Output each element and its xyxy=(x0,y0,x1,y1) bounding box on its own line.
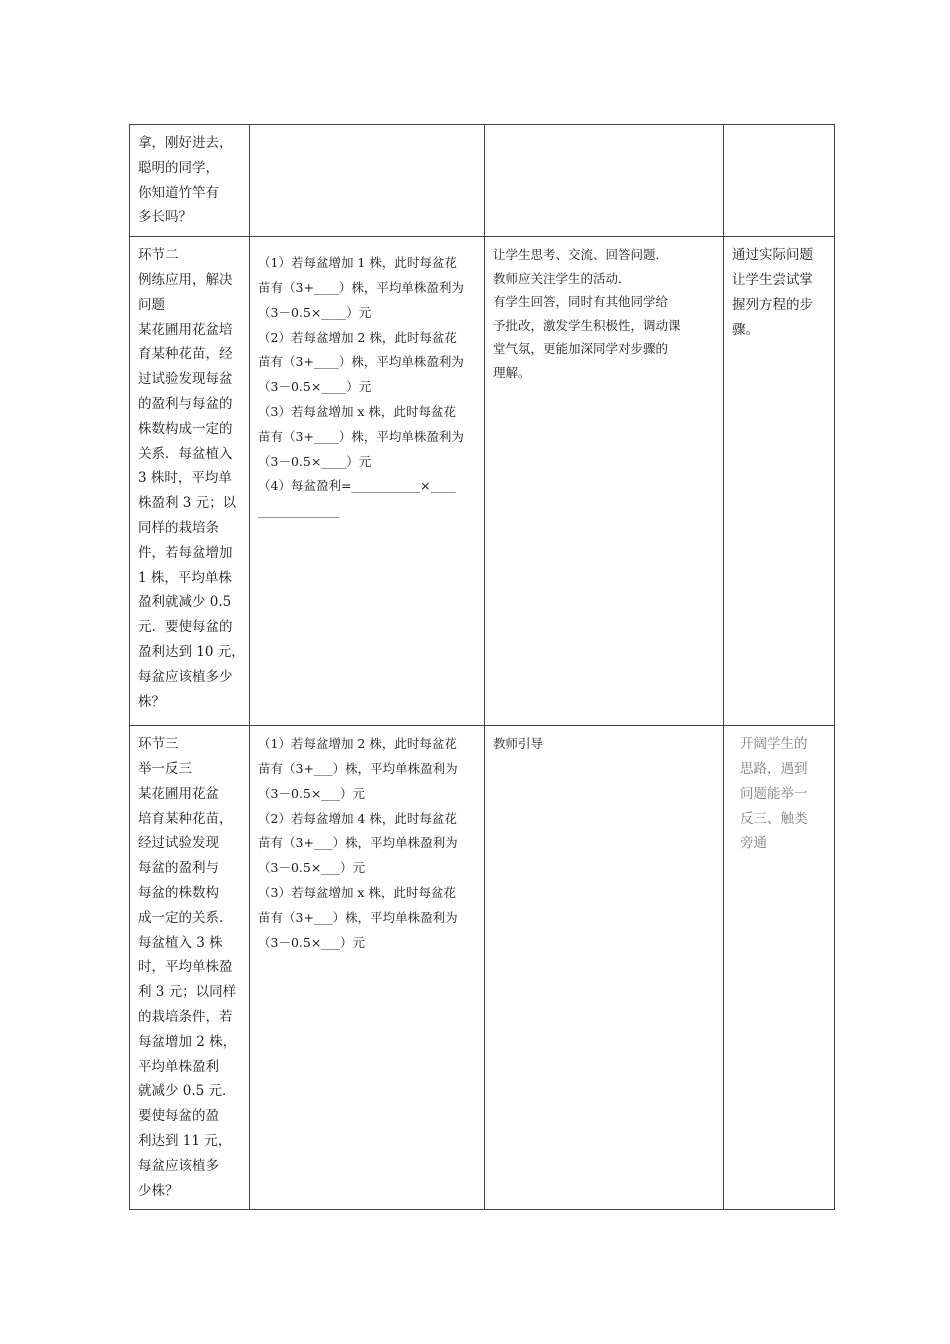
text-line: （3－0.5×____）元 xyxy=(258,304,372,320)
teacher-student-cell xyxy=(485,726,724,1210)
text-line: （3）若每盆增加 x 株，此时每盆花 xyxy=(258,403,456,419)
text-line: 关系．每盆植入 xyxy=(138,445,233,462)
table-row xyxy=(130,726,835,1210)
text-line: 元．要使每盆的 xyxy=(138,619,233,636)
text-line: 盈利就减少 0.5 xyxy=(138,594,232,611)
text-line: （1）若每盆增加 1 株，此时每盆花 xyxy=(258,255,457,271)
segment-cell xyxy=(130,237,250,726)
text-line: 环节二 xyxy=(138,247,179,264)
text-line: 让学生尝试掌 xyxy=(732,271,813,288)
text-line: 思路，遇到 xyxy=(740,760,808,777)
text-line: 例练应用，解决 xyxy=(138,271,233,288)
text-line: 每盆应该植多少 xyxy=(138,668,233,685)
activity-cell xyxy=(250,125,485,237)
text-line: 通过实际问题 xyxy=(732,247,813,264)
text-line: 苗有（3+___）株，平均单株盈利为 xyxy=(258,760,458,776)
text-line: 苗有（3+____）株，平均单株盈利为 xyxy=(258,279,464,295)
text-line: 多长吗？ xyxy=(138,209,192,226)
text-line: （2）若每盆增加 2 株，此时每盆花 xyxy=(258,329,457,345)
text-line: 同样的栽培条 xyxy=(138,519,219,536)
text-line: 利 3 元；以同样 xyxy=(138,984,237,1001)
text-line: 要使每盆的盈 xyxy=(138,1108,219,1125)
text-line: 举一反三 xyxy=(138,760,192,777)
text-line: 苗有（3+____）株，平均单株盈利为 xyxy=(258,428,464,444)
lesson-plan-table xyxy=(129,124,835,1210)
teacher-student-cell xyxy=(485,125,724,237)
text-line: （4）每盆盈利=___________×____ xyxy=(258,478,456,494)
text-line: 每盆植入 3 株 xyxy=(138,934,223,951)
purpose-cell xyxy=(724,237,835,726)
text-line: （3－0.5×___）元 xyxy=(258,860,366,876)
text-line: 骤。 xyxy=(732,321,759,338)
table-row xyxy=(130,237,835,726)
purpose-cell xyxy=(724,125,835,237)
text-line: （3－0.5×___）元 xyxy=(258,785,366,801)
text-line: 让学生思考、交流、回答问题． xyxy=(493,247,669,263)
text-line: 某花圃用花盆 xyxy=(138,785,219,802)
text-line: （3）若每盆增加 x 株，此时每盆花 xyxy=(258,884,456,900)
text-line: 教师引导 xyxy=(493,736,544,752)
text-line: 开阔学生的 xyxy=(740,736,808,753)
text-line: 握列方程的步 xyxy=(732,296,813,313)
text-line: 培育某种花苗， xyxy=(138,810,233,827)
text-line: 聪明的同学， xyxy=(138,159,219,176)
text-line: 环节三 xyxy=(138,736,179,753)
text-line: 你知道竹竿有 xyxy=(138,184,219,201)
activity-cell xyxy=(250,726,485,1210)
segment-cell xyxy=(130,726,250,1210)
text-line: 育某种花苗，经 xyxy=(138,346,233,363)
text-line: （2）若每盆增加 4 株，此时每盆花 xyxy=(258,810,457,826)
text-line: （1）若每盆增加 2 株，此时每盆花 xyxy=(258,736,457,752)
text-line: 盈利达到 10 元， xyxy=(138,643,245,660)
text-line: 平均单株盈利 xyxy=(138,1058,219,1075)
text-line: 每盆的株数构 xyxy=(138,884,219,901)
text-line: （3－0.5×___）元 xyxy=(258,934,366,950)
table-row xyxy=(130,125,835,237)
text-line: 反三、触类 xyxy=(740,810,808,827)
text-line: 每盆增加 2 株， xyxy=(138,1033,237,1050)
text-line: 株数构成一定的 xyxy=(138,420,233,437)
text-line: 苗有（3+____）株，平均单株盈利为 xyxy=(258,354,464,370)
text-line: 苗有（3+___）株，平均单株盈利为 xyxy=(258,909,458,925)
text-line: 株？ xyxy=(138,693,165,710)
text-line: 问题 xyxy=(138,296,165,313)
text-line: 堂气氛，更能加深同学对步骤的 xyxy=(493,341,669,357)
text-line: 苗有（3+___）株，平均单株盈利为 xyxy=(258,835,458,851)
text-line: （3－0.5×____）元 xyxy=(258,453,372,469)
text-line: 的栽培条件，若 xyxy=(138,1008,233,1025)
text-line: 1 株，平均单株 xyxy=(138,569,232,586)
text-line: 少株？ xyxy=(138,1182,179,1199)
text-line: 的盈利与每盆的 xyxy=(138,395,233,412)
text-line: 教师应关注学生的活动． xyxy=(493,270,631,286)
text-line: 旁通 xyxy=(740,835,767,852)
text-line: 予批改，激发学生积极性，调动课 xyxy=(493,317,681,333)
text-line: 问题能举一 xyxy=(740,785,808,802)
text-line: 株盈利 3 元；以 xyxy=(138,495,237,512)
text-line: 过试验发现每盆 xyxy=(138,371,233,388)
text-line: 某花圃用花盆培 xyxy=(138,321,233,338)
text-line: 经过试验发现 xyxy=(138,835,219,852)
text-line: 成一定的关系． xyxy=(138,909,233,926)
purpose-cell xyxy=(724,726,835,1210)
activity-cell xyxy=(250,237,485,726)
text-line: 有学生回答，同时有其他同学给 xyxy=(493,294,669,310)
segment-cell xyxy=(130,125,250,237)
text-line: _____________ xyxy=(258,503,340,519)
text-line: 每盆应该植多 xyxy=(138,1157,219,1174)
teacher-student-cell xyxy=(485,237,724,726)
text-line: 时，平均单株盈 xyxy=(138,959,233,976)
text-line: 3 株时，平均单 xyxy=(138,470,232,487)
text-line: 拿，刚好进去， xyxy=(138,135,233,151)
text-line: 件，若每盆增加 xyxy=(138,544,233,561)
text-line: 每盆的盈利与 xyxy=(138,860,219,877)
text-line: 理解。 xyxy=(493,364,531,380)
text-line: （3－0.5×____）元 xyxy=(258,379,372,395)
text-line: 就减少 0.5 元． xyxy=(138,1083,236,1100)
text-line: 利达到 11 元， xyxy=(138,1132,232,1149)
